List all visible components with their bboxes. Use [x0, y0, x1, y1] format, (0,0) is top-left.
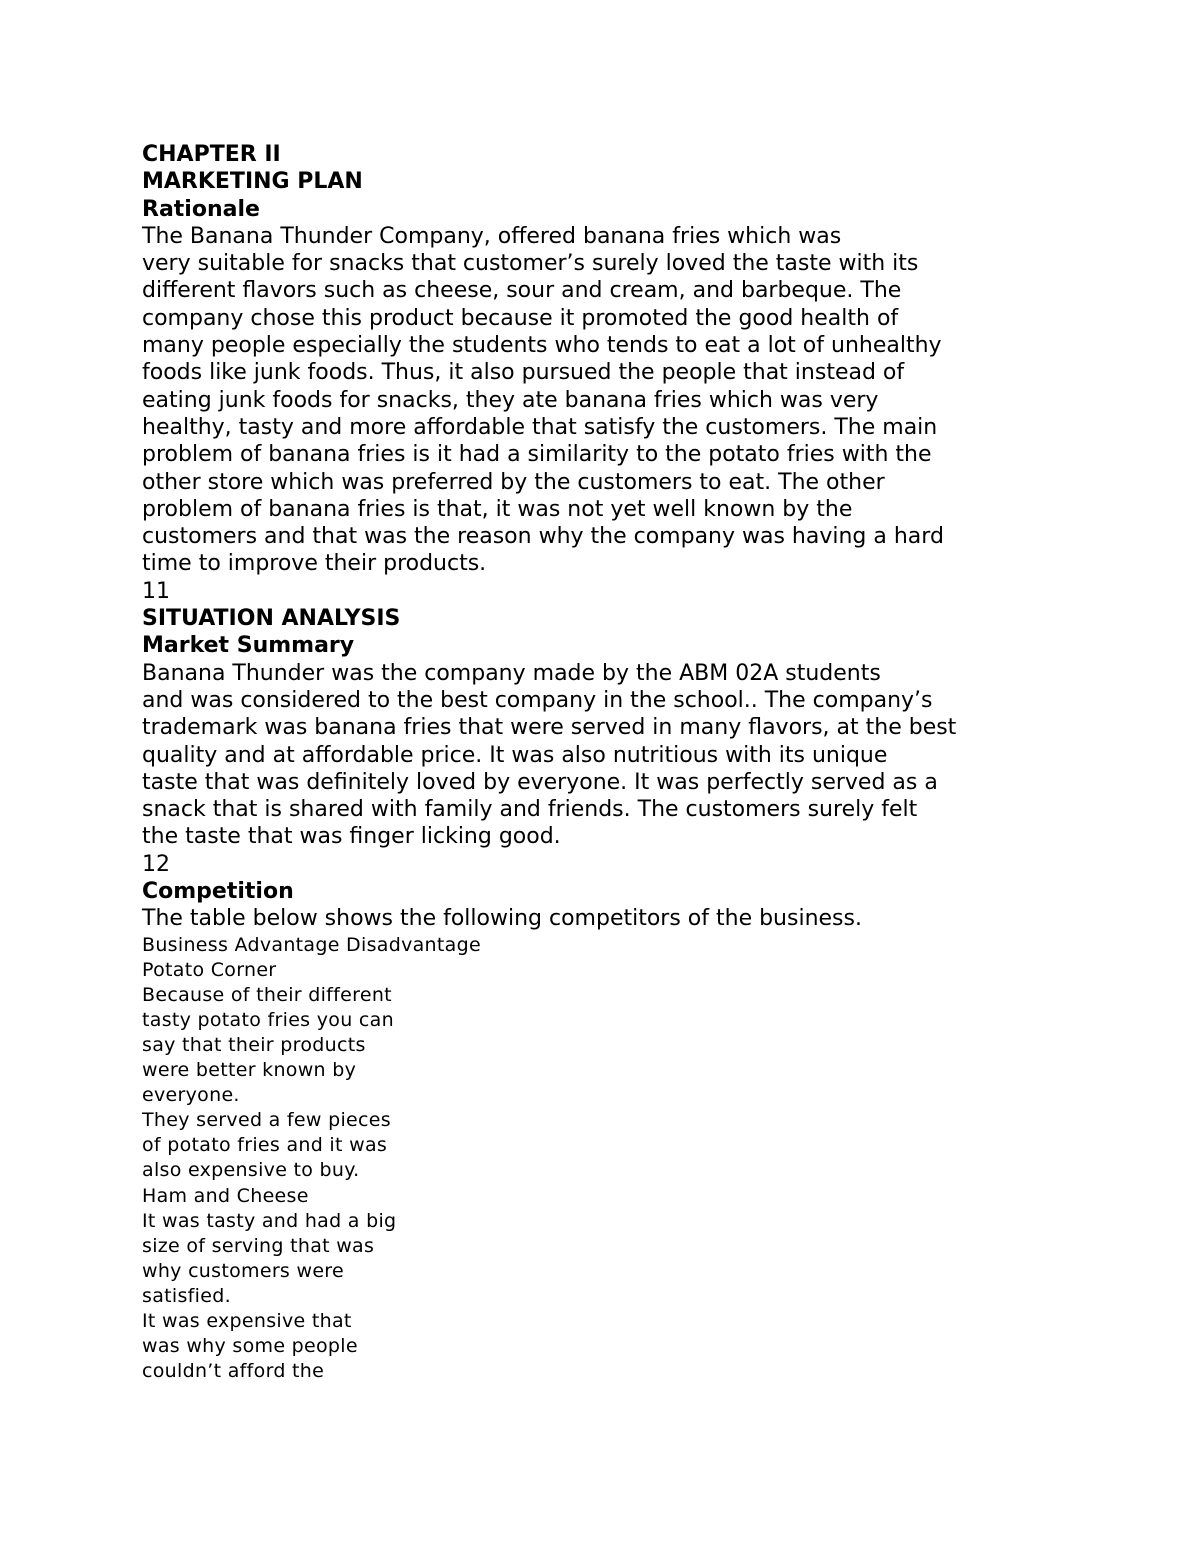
- table-cell-line: was why some people: [142, 1335, 358, 1358]
- market-summary-heading: Market Summary: [142, 633, 355, 659]
- table-cell-line: everyone.: [142, 1084, 240, 1107]
- table-cell-line: It was expensive that: [142, 1310, 352, 1333]
- table-cell-line: Because of their different: [142, 983, 392, 1006]
- paragraph-line: company chose this product because it promoted the good health of: [142, 305, 899, 331]
- paragraph-line: customers and that was the reason why the company was having a hard: [142, 524, 944, 550]
- paragraph-line: trademark was banana fries that were served in many flavors, at the best: [142, 715, 957, 741]
- table-cell-line: Ham and Cheese: [142, 1184, 309, 1207]
- paragraph-line: problem of banana fries is it had a similarity to the potato fries with the: [142, 442, 932, 468]
- table-header: Business Advantage Disadvantage: [142, 933, 481, 956]
- document-page: [142, 141, 1042, 1384]
- table-cell-line: size of serving that was: [142, 1234, 375, 1257]
- paragraph-line: snack that is shared with family and friends. The customers surely felt: [142, 797, 918, 823]
- chapter-title: CHAPTER II: [142, 142, 281, 167]
- paragraph-line: very suitable for snacks that customer’s surely loved the taste with its: [142, 251, 919, 277]
- paragraph-line: the taste that was finger licking good.: [142, 824, 561, 850]
- paragraph-line: time to improve their products.: [142, 551, 487, 577]
- paragraph-line: problem of banana fries is that, it was not yet well known by the: [142, 496, 853, 522]
- plan-title: MARKETING PLAN: [142, 169, 363, 195]
- table-cell-line: They served a few pieces: [142, 1109, 391, 1132]
- table-cell-line: say that their products: [142, 1033, 366, 1056]
- rationale-paragraph: [142, 223, 1042, 578]
- competitor-table: [142, 933, 1042, 1385]
- situation-heading: SITUATION ANALYSIS: [142, 606, 401, 632]
- paragraph-line: eating junk foods for snacks, they ate banana fries which was very: [142, 387, 879, 413]
- market-summary-paragraph: [142, 660, 1042, 851]
- table-cell-line: Potato Corner: [142, 958, 277, 981]
- table-cell-line: of potato fries and it was: [142, 1134, 388, 1157]
- paragraph-line: foods like junk foods. Thus, it also pursued the people that instead of: [142, 360, 905, 386]
- page-number: 12: [142, 851, 170, 877]
- competition-intro: The table below shows the following competitors of the business.: [142, 906, 862, 932]
- paragraph-line: different flavors such as cheese, sour and cream, and barbeque. The: [142, 278, 902, 304]
- table-cell-line: It was tasty and had a big: [142, 1209, 397, 1232]
- rationale-heading: Rationale: [142, 196, 260, 222]
- competition-heading: Competition: [142, 879, 294, 905]
- table-cell-line: tasty potato fries you can: [142, 1008, 394, 1031]
- paragraph-line: and was considered to the best company in the school.. The company’s: [142, 687, 933, 713]
- paragraph-line: other store which was preferred by the customers to eat. The other: [142, 469, 885, 495]
- table-cell-line: also expensive to buy.: [142, 1159, 360, 1182]
- paragraph-line: The Banana Thunder Company, offered banana fries which was: [142, 223, 842, 249]
- paragraph-line: healthy, tasty and more affordable that satisfy the customers. The main: [142, 414, 938, 440]
- table-cell-line: couldn’t afford the: [142, 1360, 325, 1383]
- paragraph-line: quality and at affordable price. It was also nutritious with its unique: [142, 742, 888, 768]
- table-cell-line: were better known by: [142, 1059, 357, 1082]
- table-cell-line: why customers were: [142, 1259, 344, 1282]
- paragraph-line: taste that was definitely loved by everyone. It was perfectly served as a: [142, 769, 938, 795]
- page-number: 11: [142, 578, 170, 604]
- table-cell-line: satisfied.: [142, 1284, 231, 1307]
- paragraph-line: Banana Thunder was the company made by the ABM 02A students: [142, 660, 881, 686]
- paragraph-line: many people especially the students who tends to eat a lot of unhealthy: [142, 333, 942, 359]
